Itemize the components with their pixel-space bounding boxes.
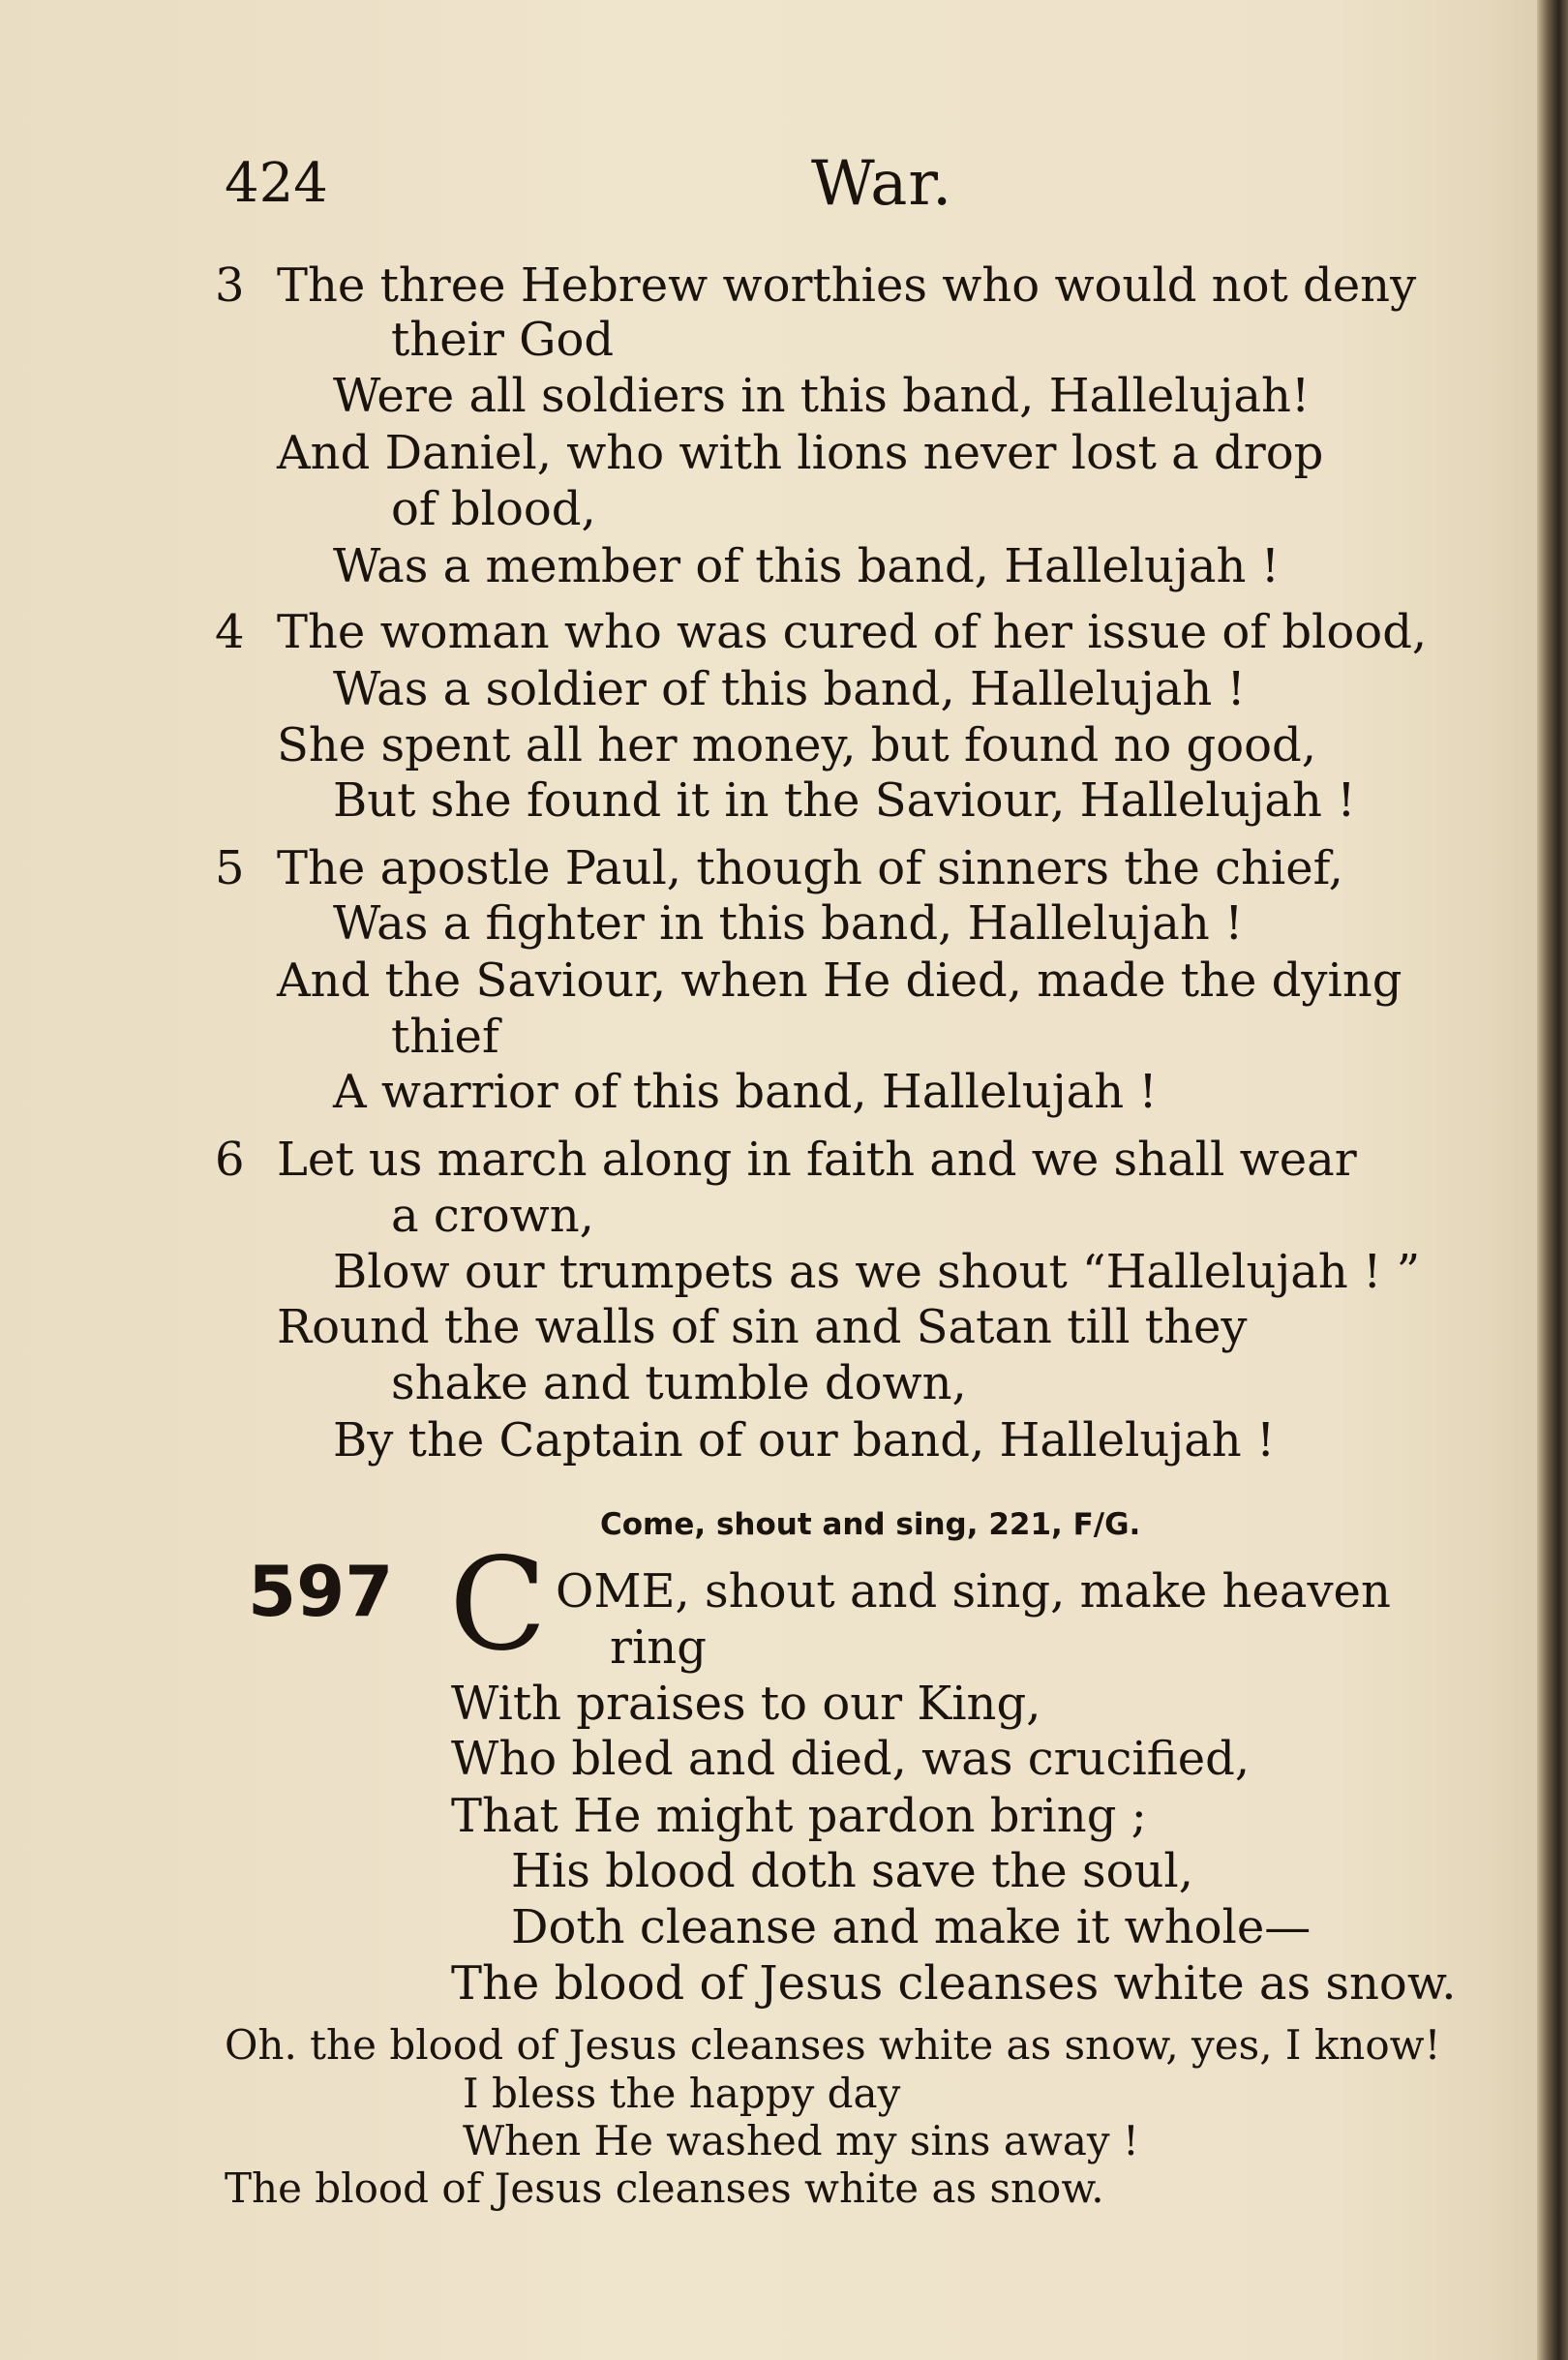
- page-number: 424: [225, 152, 328, 215]
- verse-line: The woman who was cured of her issue of blood,: [277, 605, 1428, 659]
- verse-number: 5: [215, 841, 245, 895]
- chorus-line: Oh. the blood of Jesus cleanses white as snow, yes, I know!: [225, 2021, 1441, 2069]
- verse-line: The three Hebrew worthies who would not deny: [277, 258, 1417, 313]
- hymn-line: Who bled and died, was crucified,: [451, 1732, 1251, 1786]
- verse-line: Let us march along in faith and we shall wear: [277, 1133, 1357, 1187]
- hymn-line: ring: [610, 1620, 707, 1675]
- verse-line: The apostle Paul, though of sinners the chief,: [277, 841, 1343, 895]
- verse-line: Was a member of this band, Hallelujah !: [333, 539, 1280, 593]
- page-header: [0, 145, 1568, 223]
- verse-line: a crown,: [391, 1189, 594, 1243]
- hymn-line: The blood of Jesus cleanses white as snow.: [451, 1956, 1457, 2011]
- running-title: War.: [811, 148, 953, 220]
- tune-reference: Come, shout and sing, 221, F/G.: [600, 1507, 1141, 1542]
- hymn-line: With praises to our King,: [451, 1677, 1041, 1731]
- verse-line: And Daniel, who with lions never lost a drop: [277, 426, 1324, 480]
- verse-number: 4: [215, 605, 245, 659]
- hymn-line: Doth cleanse and make it whole—: [511, 1900, 1312, 1954]
- verse-line: By the Captain of our band, Hallelujah !: [333, 1413, 1276, 1467]
- verse-line: thief: [391, 1010, 499, 1064]
- verse-line: Were all soldiers in this band, Hallelujah!: [333, 369, 1311, 423]
- verse-line: of blood,: [391, 482, 596, 536]
- verse-line: She spent all her money, but found no good,: [277, 718, 1317, 772]
- chorus-line: I bless the happy day: [463, 2070, 901, 2117]
- verse-line: shake and tumble down,: [391, 1356, 967, 1410]
- hymn-line: That He might pardon bring ;: [451, 1789, 1147, 1843]
- verse-line: Blow our trumpets as we shout “Hallelujah ! ”: [333, 1245, 1421, 1299]
- hymn-line: His blood doth save the soul,: [511, 1844, 1193, 1898]
- verse-line: Was a fighter in this band, Hallelujah !: [333, 896, 1244, 951]
- verse-number: 3: [215, 258, 245, 313]
- verse-line: Round the walls of sin and Satan till they: [277, 1300, 1248, 1354]
- hymn-line: OME, shout and sing, make heaven: [556, 1564, 1391, 1619]
- chorus-line: When He washed my sins away !: [463, 2117, 1139, 2164]
- verse-line: And the Saviour, when He died, made the dying: [277, 953, 1402, 1008]
- verse-line: their God: [391, 313, 615, 367]
- verse-line: A warrior of this band, Hallelujah !: [333, 1065, 1158, 1119]
- chorus-line: The blood of Jesus cleanses white as snow.: [225, 2164, 1104, 2212]
- drop-cap: C: [449, 1530, 547, 1679]
- book-spine-shadow: [1537, 0, 1568, 2360]
- verse-number: 6: [215, 1133, 245, 1187]
- hymn-number: 597: [248, 1551, 394, 1632]
- verse-line: But she found it in the Saviour, Hallelujah !: [333, 773, 1356, 828]
- verse-line: Was a soldier of this band, Hallelujah !: [333, 662, 1246, 716]
